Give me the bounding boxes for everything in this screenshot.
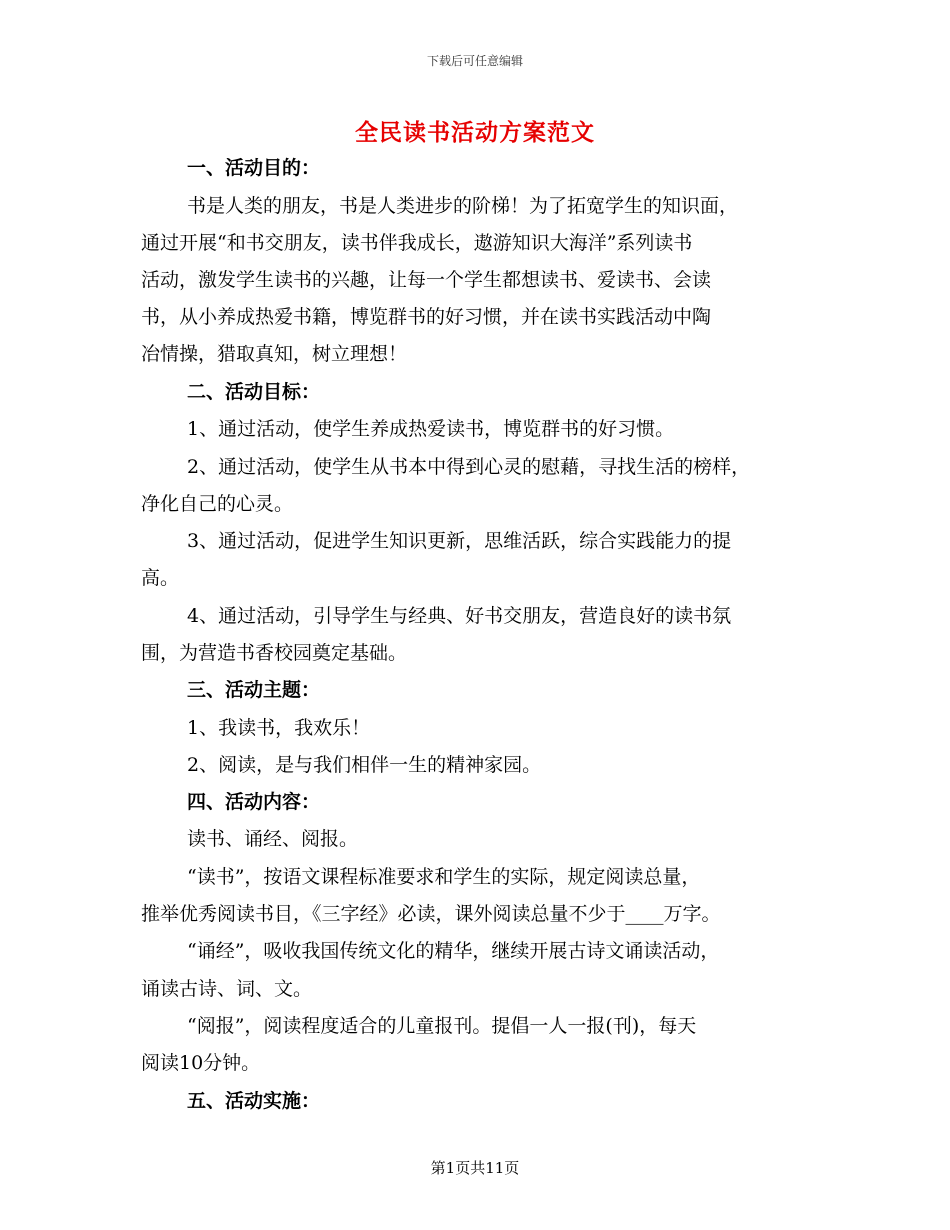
paragraph-line: 诵读古诗、词、文。 [141, 978, 313, 1000]
page-footer: 第1页共11页 [430, 1159, 520, 1177]
section-heading-2: 二、活动目标： [187, 381, 321, 403]
section-heading-3: 三、活动主题： [187, 679, 321, 701]
section-heading-5: 五、活动实施： [187, 1090, 321, 1112]
paragraph-line: 通过开展“和书交朋友，读书伴我成长，遨游知识大海洋”系列读书 [141, 232, 693, 254]
list-item: 1、我读书，我欢乐！ [187, 717, 371, 739]
paragraph-line: “阅报”，阅读程度适合的儿童报刊。提倡一人一报(刊)，每天 [187, 1015, 697, 1037]
paragraph-line: 书是人类的朋友，书是人类进步的阶梯！为了拓宽学生的知识面， [187, 195, 739, 217]
paragraph-line: 冶情操，猎取真知，树立理想！ [141, 343, 408, 365]
list-item: 4、通过活动，引导学生与经典、好书交朋友，营造良好的读书氛 [187, 605, 732, 627]
paragraph-line: “读书”，按语文课程标准要求和学生的实际，规定阅读总量， [187, 866, 701, 888]
section-heading-1: 一、活动目的： [187, 157, 321, 179]
paragraph-line: 高。 [141, 567, 180, 589]
paragraph-line: 读书、诵经、阅报。 [187, 828, 359, 850]
page-header: 下载后可任意编辑 [426, 54, 523, 68]
list-item: 1、通过活动，使学生养成热爱读书，博览群书的好习惯。 [187, 418, 675, 440]
paragraph-line: 阅读10分钟。 [141, 1052, 261, 1074]
list-item: 2、阅读，是与我们相伴一生的精神家园。 [187, 754, 542, 776]
paragraph-line: 净化自己的心灵。 [141, 493, 294, 515]
section-heading-4: 四、活动内容： [187, 791, 321, 813]
paragraph-line: “诵经”，吸收我国传统文化的精华，继续开展古诗文诵读活动， [187, 940, 720, 962]
paragraph-line: 活动，激发学生读书的兴趣，让每一个学生都想读书、爱读书、会读 [141, 269, 712, 291]
paragraph-line: 推举优秀阅读书目，《三字经》必读，课外阅读总量不少于____万字。 [141, 903, 721, 925]
list-item: 3、通过活动，促进学生知识更新，思维活跃，综合实践能力的提 [187, 530, 732, 552]
document-title: 全民读书活动方案范文 [355, 119, 595, 146]
paragraph-line: 围，为营造书香校园奠定基础。 [141, 642, 408, 664]
list-item: 2、通过活动，使学生从书本中得到心灵的慰藉，寻找生活的榜样， [187, 456, 751, 478]
paragraph-line: 书，从小养成热爱书籍，博览群书的好习惯，并在读书实践活动中陶 [141, 306, 712, 328]
